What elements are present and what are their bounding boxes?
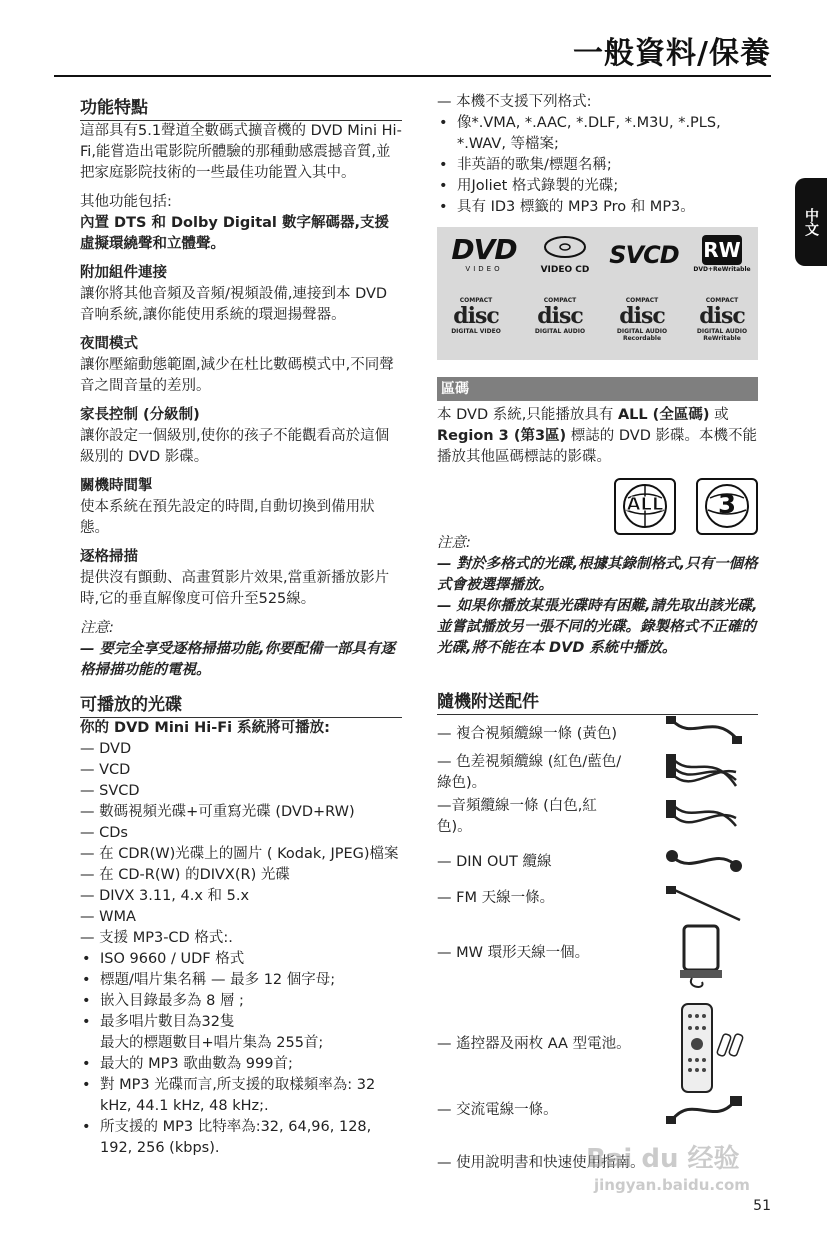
mp3-spec-list [80,949,402,1159]
mp3-spec-item: • 所支援的 MP3 比特率為:32, 64,96, 128, 192, 256 (kbps). [80,1117,402,1159]
accessory-item: — 使用說明書和快速使用指南。 [437,1155,645,1171]
accessory-item: — 複合視頻纜線一條 (黃色) [437,726,618,742]
region-3: Region 3 (第3區) [437,428,567,444]
language-side-tab: 中文 [795,178,827,266]
mp3-spec-item: 最大的標題數目+唱片集為 255首; [100,1035,324,1051]
compact-disc-recordable-logo: COMPACT disc DIGITAL AUDIO Recordable [616,297,668,342]
region-note-1: — 對於多格式的光碟,根據其錄制格式,只有一個格式會被選擇播放。 [437,556,758,593]
page-number: 51 [753,1198,771,1214]
region-text [437,405,762,468]
dts-feature: 內置 DTS 和 Dolby Digital 數字解碼器,支援虛擬環繞聲和立體聲。 [80,215,389,252]
dvd-rw-logo: RW DVD+ReWritable [691,235,753,275]
region-text-c: 標誌的 DVD 影碟。本機不能播放其他區碼標誌的影碟。 [437,428,757,465]
disc-format-item: — 支援 MP3-CD 格式:. [80,930,233,946]
region-notes [437,533,762,659]
svcd-logo: SVCD [609,241,679,269]
feature-title: 夜間模式 [80,336,138,352]
left-column [80,92,402,1159]
discs-intro: 你的 DVD Mini Hi-Fi 系統將可播放: [80,720,330,736]
region-text-b: 或 [714,407,729,423]
feature-title: 逐格掃描 [80,549,138,565]
unsupported-item: • 像*.VMA, *.AAC, *.DLF, *.M3U, *.PLS, *.WAV, 等檔案; [437,113,762,155]
compact-disc-audio-logo: COMPACT disc DIGITAL AUDIO [534,297,586,335]
unsupported-item: • 用Joliet 格式錄製的光碟; [437,176,762,197]
mp3-spec-item: • 對 MP3 光碟而言,所支援的取樣頻率為: 32 kHz, 44.1 kHz, 48 kHz;. [80,1075,402,1117]
disc-logos-panel [437,227,758,360]
features-note: — 要完全享受逐格掃描功能,你要配備一部具有逐格掃描功能的電視。 [80,641,396,678]
features-note-label: 注意: [80,620,114,636]
compact-disc-video-logo: COMPACT disc DIGITAL VIDEO [451,297,501,335]
feature-title: 附加組件連接 [80,265,167,281]
disc-format-item: — 在 CD-R(W) 的DIVX(R) 光碟 [80,867,290,883]
features-title: 功能特點 [80,98,402,121]
feature-title: 家長控制 (分級制) [80,407,200,423]
compact-disc-rewritable-logo: COMPACT disc DIGITAL AUDIO ReWritable [696,297,748,342]
remote-control-icon [662,1002,746,1094]
mp3-spec-item: • 最多唱片數目為32隻 [80,1012,402,1033]
baidu-watermark-url: jingyan.baidu.com [594,1176,750,1194]
baidu-watermark: Bai du 经验 [586,1144,740,1174]
unsupported-item: • 非英語的歌集/標題名稱; [437,155,762,176]
region-bar: 區碼 [437,377,758,401]
composite-cable-icon [662,712,746,748]
region-3-logo: 3 [696,478,758,535]
features-intro: 這部具有5.1聲道全數碼式擴音機的 DVD Mini Hi-Fi,能嘗造出電影院所體驗的那種動感震撼音質,並把家庭影院技術的一些最佳功能置入其中。 [80,123,402,181]
feature-text: 提供沒有顫動、高畫質影片效果,當重新播放影片時,它的垂直解像度可倍升至525線。 [80,570,390,607]
other-features-label: 其他功能包括: [80,194,172,210]
region-note-2: — 如果你播放某張光碟時有困難,請先取出該光碟,並嘗試播放另一張不同的光碟。錄製格式不正確的光碟,將不能在本 DVD 系統中播放。 [437,598,758,656]
feature-title: 關機時間掣 [80,478,153,494]
region-text-a: 本 DVD 系統,只能播放具有 [437,407,614,423]
disc-format-list [80,739,402,949]
accessory-item: — FM 天線一條。 [437,890,555,906]
accessory-item: — 色差視頻纜線 (紅色/藍色/綠色)。 [437,754,622,791]
accessory-item: — 遙控器及兩枚 AA 型電池。 [437,1036,631,1052]
mp3-spec-item: • 最大的 MP3 歌曲數為 999首; [80,1054,402,1075]
page-header-title: 一般資料/保養 [573,36,771,71]
header-rule [54,75,771,77]
accessory-item: — DIN OUT 纜線 [437,854,552,870]
unsupported-item: • 具有 ID3 標籤的 MP3 Pro 和 MP3。 [437,197,762,218]
region-note-label: 注意: [437,535,471,551]
disc-format-item: — 在 CDR(W)光碟上的圖片 ( Kodak, JPEG)檔案 [80,846,399,862]
dvd-video-logo: DVD VIDEO [451,233,517,273]
disc-format-item: — DIVX 3.11, 4.x 和 5.x [80,888,250,904]
din-cable-icon [662,846,746,876]
video-cd-logo: VIDEO CD [537,233,593,275]
unsupported-intro: — 本機不支援下列格式: [437,94,592,110]
feature-text: 讓你壓縮動態範圍,減少在杜比數碼模式中,不同聲音之間音量的差別。 [80,357,394,394]
ac-power-cord-icon [662,1092,746,1128]
region-all-logo: ALL [614,478,676,535]
disc-icon [543,233,587,261]
mp3-spec-item: • ISO 9660 / UDF 格式 [80,949,402,970]
region-all: ALL (全區碼) [617,407,710,423]
accessory-item: —音頻纜線一條 (白色,紅色)。 [437,798,597,835]
audio-cable-icon [662,796,746,836]
disc-format-item: — CDs [80,825,128,841]
mp3-spec-item: • 標題/唱片集名稱 — 最多 12 個字母; [80,970,402,991]
mp3-spec-item: • 嵌入目錄最多為 8 層 ; [80,991,402,1012]
feature-text: 讓你設定一個級別,使你的孩子不能觀看高於這個級別的 DVD 影碟。 [80,428,390,465]
fm-antenna-icon [662,884,746,924]
discs-title: 可播放的光碟 [80,695,402,718]
disc-format-item: — SVCD [80,783,140,799]
disc-format-item: — 數碼視頻光碟+可重寫光碟 (DVD+RW) [80,804,355,820]
accessory-item: — 交流電線一條。 [437,1102,558,1118]
disc-format-item: — VCD [80,762,131,778]
feature-text: 讓你將其他音頻及音頻/視頻設備,連接到本 DVD 音响系統,讓你能使用系統的環迴揚聲器。 [80,286,388,323]
disc-format-item: — WMA [80,909,136,925]
accessory-item: — MW 環形天線一個。 [437,945,590,961]
accessories-title: 隨機附送配件 [437,690,758,715]
feature-text: 使本系統在預先設定的時間,自動切換到備用狀態。 [80,499,375,536]
component-cable-icon [662,750,746,794]
unsupported-formats [437,92,762,218]
mw-loop-antenna-icon [662,922,746,992]
disc-format-item: — DVD [80,741,132,757]
